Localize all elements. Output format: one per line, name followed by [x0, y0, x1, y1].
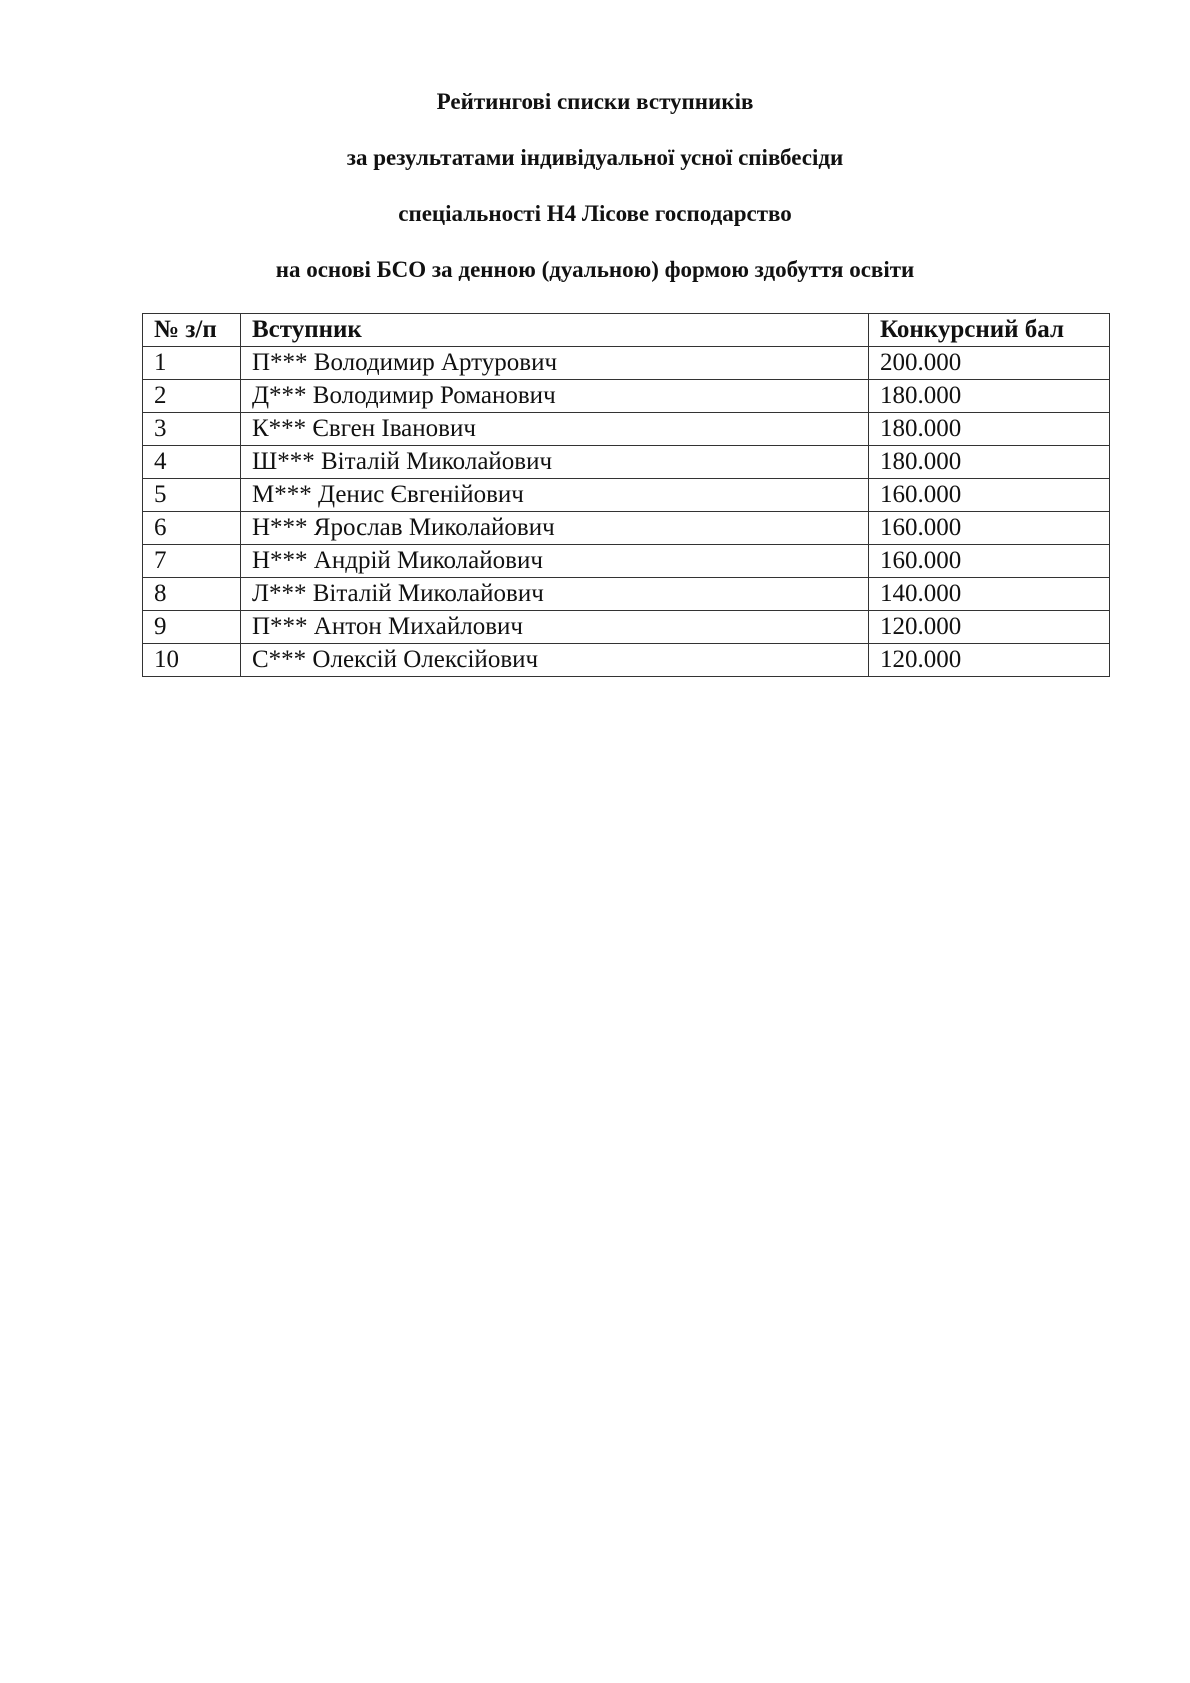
competitive-score: 180.000 [869, 380, 1110, 413]
competitive-score: 120.000 [869, 611, 1110, 644]
applicant-name: Н*** Ярослав Миколайович [241, 512, 869, 545]
row-number: 7 [143, 545, 241, 578]
applicant-name: Л*** Віталій Миколайович [241, 578, 869, 611]
row-number: 2 [143, 380, 241, 413]
row-number: 5 [143, 479, 241, 512]
competitive-score: 200.000 [869, 347, 1110, 380]
title-line-1: Рейтингові списки вступників [436, 89, 754, 114]
title-line-2: за результатами індивідуальної усної співбесіди [346, 145, 844, 170]
title-line-4: на основі БСО за денною (дуальною) формою здобуття освіти [275, 257, 915, 282]
ranking-table [142, 313, 1110, 677]
applicant-name: М*** Денис Євгенійович [241, 479, 869, 512]
table-row [143, 479, 1110, 512]
row-number: 4 [143, 446, 241, 479]
table-row [143, 512, 1110, 545]
applicant-name: П*** Володимир Артурович [241, 347, 869, 380]
table-row [143, 446, 1110, 479]
competitive-score: 160.000 [869, 545, 1110, 578]
table-row [143, 644, 1110, 677]
applicant-name: Д*** Володимир Романович [241, 380, 869, 413]
header-number: № з/п [143, 314, 241, 347]
applicant-name: Н*** Андрій Миколайович [241, 545, 869, 578]
competitive-score: 140.000 [869, 578, 1110, 611]
table-row [143, 578, 1110, 611]
table-row [143, 347, 1110, 380]
competitive-score: 160.000 [869, 479, 1110, 512]
row-number: 10 [143, 644, 241, 677]
row-number: 6 [143, 512, 241, 545]
row-number: 3 [143, 413, 241, 446]
applicant-name: Ш*** Віталій Миколайович [241, 446, 869, 479]
applicant-name: П*** Антон Михайлович [241, 611, 869, 644]
header-score: Конкурсний бал [869, 314, 1110, 347]
table-row [143, 611, 1110, 644]
row-number: 8 [143, 578, 241, 611]
table-row [143, 413, 1110, 446]
header-applicant: Вступник [241, 314, 869, 347]
table-row [143, 380, 1110, 413]
table-header-row [143, 314, 1110, 347]
competitive-score: 180.000 [869, 446, 1110, 479]
title-line-3: спеціальності Н4 Лісове господарство [398, 201, 792, 226]
competitive-score: 160.000 [869, 512, 1110, 545]
competitive-score: 120.000 [869, 644, 1110, 677]
row-number: 1 [143, 347, 241, 380]
competitive-score: 180.000 [869, 413, 1110, 446]
table-row [143, 545, 1110, 578]
row-number: 9 [143, 611, 241, 644]
applicant-name: С*** Олексій Олексійович [241, 644, 869, 677]
applicant-name: К*** Євген Іванович [241, 413, 869, 446]
